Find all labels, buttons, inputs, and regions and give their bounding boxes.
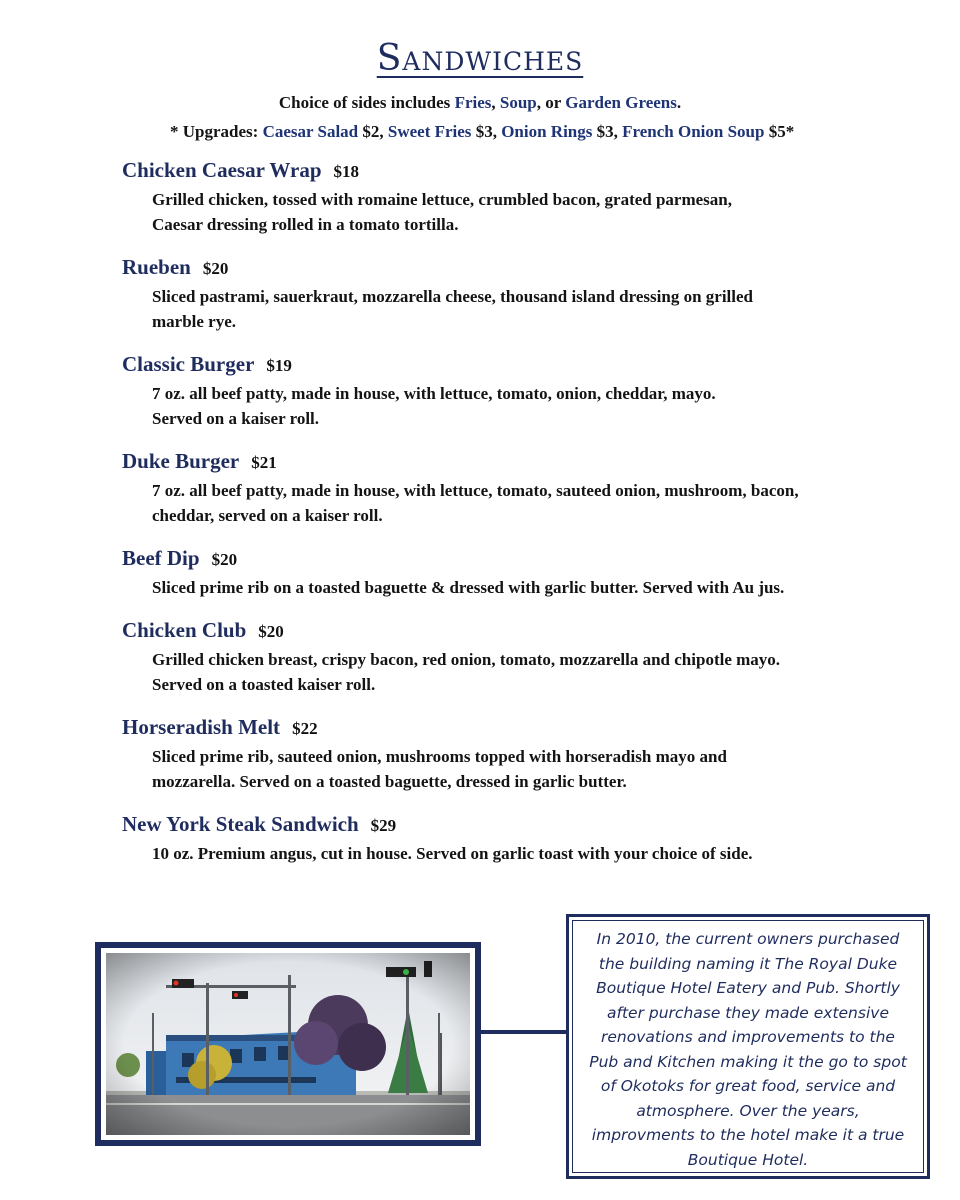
menu-item-header bbox=[122, 253, 902, 281]
menu-item-price: $29 bbox=[370, 816, 397, 835]
description-line: Grilled chicken breast, crispy bacon, red onion, tomato, mozzarella and chipotle mayo. bbox=[152, 650, 781, 669]
sandwich-list bbox=[122, 156, 902, 882]
description-line: Served on a kaiser roll. bbox=[152, 409, 320, 428]
menu-item-price: $20 bbox=[211, 550, 238, 569]
hotel-photo bbox=[106, 953, 470, 1135]
menu-item-description bbox=[152, 575, 852, 600]
menu-item-description bbox=[152, 187, 852, 237]
description-line: Caesar dressing rolled in a tomato tortilla. bbox=[152, 215, 459, 234]
history-line: the building naming it The Royal Duke bbox=[598, 954, 898, 973]
menu-item-name: Classic Burger bbox=[122, 352, 255, 376]
menu-item-header bbox=[122, 544, 902, 572]
sides-line bbox=[0, 93, 960, 113]
menu-item-price: $22 bbox=[292, 719, 318, 738]
menu-item bbox=[122, 616, 902, 697]
sides-sep: , bbox=[491, 93, 500, 112]
upgrade-sep: , bbox=[379, 122, 388, 141]
upgrade-name: Sweet Fries bbox=[387, 122, 472, 141]
menu-item-price: $21 bbox=[251, 453, 277, 472]
menu-item bbox=[122, 544, 902, 600]
description-line: 7 oz. all beef patty, made in house, with lettuce, tomato, sauteed onion, mushroom, bacon, bbox=[152, 481, 799, 500]
description-line: Served on a toasted kaiser roll. bbox=[152, 675, 376, 694]
menu-item-name: Horseradish Melt bbox=[122, 715, 281, 739]
menu-item-header bbox=[122, 616, 902, 644]
history-box-inner bbox=[572, 920, 924, 1173]
upgrade-price: $3 bbox=[596, 122, 614, 141]
upgrade-sep: , bbox=[613, 122, 623, 141]
menu-item-header bbox=[122, 447, 902, 475]
menu-item bbox=[122, 253, 902, 334]
upgrade-name: Onion Rings bbox=[501, 122, 593, 141]
sides-sep: , or bbox=[536, 93, 566, 112]
sides-suffix: . bbox=[676, 93, 682, 112]
menu-item-name: Rueben bbox=[122, 255, 191, 279]
menu-item bbox=[122, 350, 902, 431]
description-line: Sliced pastrami, sauerkraut, mozzarella cheese, thousand island dressing on grilled bbox=[152, 287, 754, 306]
menu-item-description bbox=[152, 381, 852, 431]
description-line: Grilled chicken, tossed with romaine lettuce, crumbled bacon, grated parmesan, bbox=[152, 190, 733, 209]
menu-item-header bbox=[122, 350, 902, 378]
menu-item-price: $20 bbox=[202, 259, 229, 278]
history-line: In 2010, the current owners purchased bbox=[596, 930, 900, 948]
menu-item-header bbox=[122, 810, 902, 838]
menu-item-price: $20 bbox=[258, 622, 284, 641]
photo-connector-line bbox=[481, 1030, 567, 1034]
history-line: after purchase they made extensive bbox=[607, 1003, 889, 1022]
photo-mat bbox=[101, 948, 475, 1140]
history-line: Boutique Hotel Eatery and Pub. Shortly bbox=[596, 979, 900, 997]
menu-title: Sandwiches bbox=[376, 38, 584, 79]
menu-item-price: $19 bbox=[266, 356, 292, 375]
history-line: Boutique Hotel. bbox=[687, 1150, 809, 1169]
history-line: improvments to the hotel make it a true bbox=[591, 1126, 905, 1144]
menu-item bbox=[122, 713, 902, 794]
history-line: Pub and Kitchen making it the go to spot bbox=[589, 1052, 907, 1071]
history-line: renovations and improvements to the bbox=[601, 1028, 895, 1046]
side-option-garden-greens: Garden Greens bbox=[565, 93, 677, 112]
upgrades-prefix: * Upgrades: bbox=[170, 122, 263, 141]
menu-item bbox=[122, 810, 902, 866]
menu-item-name: Chicken Club bbox=[122, 618, 247, 642]
history-line: of Okotoks for great food, service and bbox=[600, 1077, 896, 1095]
upgrade-sep: , bbox=[492, 122, 502, 141]
description-line: Sliced prime rib, sauteed onion, mushrooms topped with horseradish mayo and bbox=[152, 747, 727, 766]
history-box bbox=[566, 914, 930, 1179]
menu-item-description bbox=[152, 744, 852, 794]
description-line: marble rye. bbox=[152, 312, 237, 331]
menu-item-name: Duke Burger bbox=[122, 449, 240, 473]
photo-frame bbox=[95, 942, 481, 1146]
side-option-soup: Soup bbox=[499, 93, 537, 112]
upgrades-suffix: * bbox=[785, 122, 795, 141]
sides-prefix: Choice of sides includes bbox=[278, 93, 455, 112]
menu-item-header bbox=[122, 156, 902, 184]
menu-item-description bbox=[152, 478, 852, 528]
menu-item-description bbox=[152, 841, 852, 866]
upgrades-line bbox=[170, 122, 794, 142]
description-line: cheddar, served on a kaiser roll. bbox=[152, 506, 383, 525]
description-line: mozzarella. Served on a toasted baguette, dressed in garlic butter. bbox=[152, 772, 627, 791]
description-line: 7 oz. all beef patty, made in house, with lettuce, tomato, onion, cheddar, mayo. bbox=[152, 384, 716, 403]
upgrade-name: French Onion Soup bbox=[622, 122, 765, 141]
upgrade-name: Caesar Salad bbox=[262, 122, 359, 141]
history-line: atmosphere. Over the years, bbox=[636, 1101, 860, 1120]
menu-item-description bbox=[152, 647, 852, 697]
menu-item-name: Chicken Caesar Wrap bbox=[122, 158, 322, 182]
description-line: 10 oz. Premium angus, cut in house. Served on garlic toast with your choice of side. bbox=[152, 844, 753, 863]
menu-item-price: $18 bbox=[333, 162, 360, 181]
menu-item-header bbox=[122, 713, 902, 741]
menu-item-description bbox=[152, 284, 852, 334]
upgrade-price: $3 bbox=[475, 122, 493, 141]
menu-item-name: Beef Dip bbox=[122, 546, 200, 570]
description-line: Sliced prime rib on a toasted baguette & dressed with garlic butter. Served with Au jus. bbox=[152, 578, 785, 597]
menu-item bbox=[122, 156, 902, 237]
menu-item bbox=[122, 447, 902, 528]
side-option-fries: Fries bbox=[454, 93, 492, 112]
upgrade-price: $2 bbox=[362, 122, 380, 141]
menu-item-name: New York Steak Sandwich bbox=[122, 812, 359, 836]
upgrade-price: $5 bbox=[768, 122, 786, 141]
